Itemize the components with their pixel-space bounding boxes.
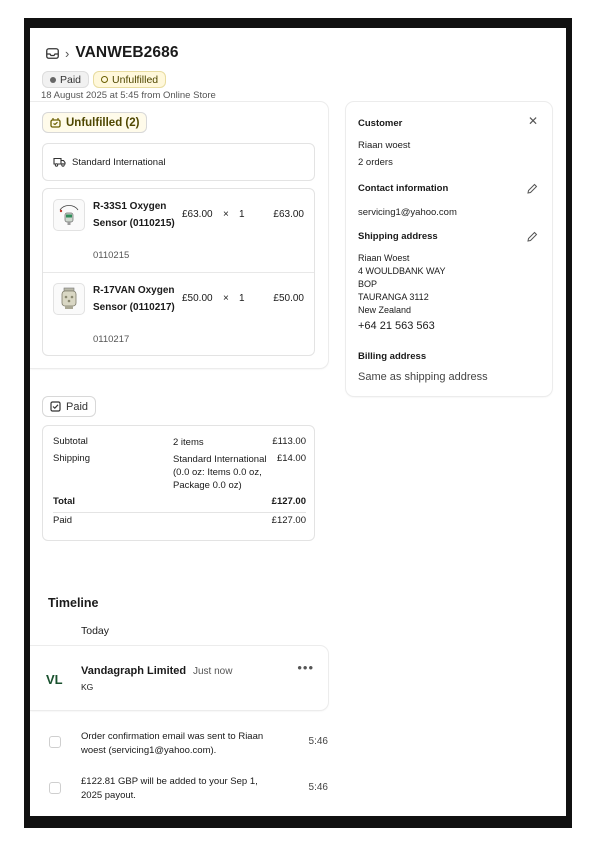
customer-card xyxy=(346,102,552,396)
shipping-value: £14.00 xyxy=(276,453,306,464)
fulfillment-status-badge xyxy=(93,71,166,88)
comment-time: Just now xyxy=(193,666,233,677)
customer-name-link[interactable]: Riaan woest xyxy=(358,140,411,151)
edit-shipping-pencil-icon[interactable] xyxy=(526,231,538,243)
order-number-title: VANWEB2686 xyxy=(75,44,179,61)
event-text: Order confirmation email was sent to Riaan woest (servicing1@yahoo.com). xyxy=(81,731,264,756)
event-time: 5:46 xyxy=(308,736,328,747)
customer-phone: +64 21 563 563 xyxy=(358,320,435,332)
paid-value: £127.00 xyxy=(271,515,306,526)
paid-dot-icon xyxy=(50,77,56,83)
event-marker-icon xyxy=(49,736,61,748)
oxygen-sensor-image-icon xyxy=(56,286,82,312)
paid-status-tag xyxy=(42,396,96,417)
product-thumbnail[interactable] xyxy=(53,283,85,315)
close-icon[interactable]: ✕ xyxy=(527,114,538,128)
product-name[interactable]: R-17VAN Oxygen Sensor (0110217) xyxy=(93,285,175,313)
total-value: £127.00 xyxy=(271,496,306,507)
unfulfilled-package-icon xyxy=(50,117,61,128)
shipping-label: Shipping xyxy=(53,453,90,464)
divider xyxy=(53,512,306,513)
address-line: 4 WOULDBANK WAY xyxy=(358,266,446,276)
oxygen-sensor-image-icon xyxy=(56,202,82,228)
subtotal-detail: 2 items xyxy=(173,437,204,448)
order-page xyxy=(30,28,566,816)
payment-status-label: Paid xyxy=(60,73,82,86)
product-line-total: £50.00 xyxy=(273,293,304,304)
billing-address-heading: Billing address xyxy=(358,351,427,362)
timeline-day-label: Today xyxy=(81,625,110,637)
avatar: VL xyxy=(46,672,63,687)
orders-inbox-icon[interactable] xyxy=(46,48,59,59)
total-label: Total xyxy=(53,496,75,507)
paid-label: Paid xyxy=(53,515,73,526)
product-sku: 0110215 xyxy=(93,250,130,261)
payment-status-badge xyxy=(42,71,89,88)
multiply-sign: × xyxy=(223,209,229,220)
more-options-icon[interactable]: ••• xyxy=(297,660,314,675)
order-status-badges xyxy=(42,71,166,88)
edit-contact-pencil-icon[interactable] xyxy=(526,183,538,195)
subtotal-label: Subtotal xyxy=(53,436,88,447)
event-text: £122.81 GBP will be added to your Sep 1, 2025 payout. xyxy=(81,776,258,801)
unfulfilled-ring-icon xyxy=(101,76,108,83)
comment-author: Vandagraph Limited xyxy=(81,665,187,677)
comment-text: KG xyxy=(81,682,94,692)
product-name[interactable]: R-33S1 Oxygen Sensor (0110215) xyxy=(93,201,175,229)
contact-info-heading: Contact information xyxy=(358,183,449,194)
order-header xyxy=(46,44,179,62)
unfulfilled-status-label: Unfulfilled (2) xyxy=(66,116,140,129)
line-items-list xyxy=(42,188,315,356)
subtotal-value: £113.00 xyxy=(272,436,306,447)
customer-heading: Customer xyxy=(358,118,403,129)
breadcrumb-chevron-icon: › xyxy=(65,45,70,61)
shipping-address-heading: Shipping address xyxy=(358,231,438,242)
product-unit-price: £63.00 xyxy=(182,209,213,220)
address-line: New Zealand xyxy=(358,305,412,315)
shipping-detail: Standard International (0.0 oz: Items 0.0 oz, Package 0.0 oz) xyxy=(173,454,267,491)
paid-status-label: Paid xyxy=(66,400,89,413)
shipping-address-block xyxy=(358,252,446,317)
fulfillment-card xyxy=(30,102,328,368)
shipping-method-label: Standard International xyxy=(72,156,166,168)
timeline-heading: Timeline xyxy=(48,596,99,610)
product-unit-price: £50.00 xyxy=(182,293,213,304)
multiply-sign: × xyxy=(223,293,229,304)
fulfillment-status-label: Unfulfilled xyxy=(112,73,159,86)
customer-email-link[interactable]: servicing1@yahoo.com xyxy=(358,207,457,218)
product-quantity: 1 xyxy=(239,293,245,304)
event-time: 5:46 xyxy=(308,782,328,793)
product-sku: 0110217 xyxy=(93,334,130,345)
customer-orders-link[interactable]: 2 orders xyxy=(358,157,393,168)
truck-icon xyxy=(53,157,66,167)
payment-check-icon xyxy=(50,401,61,412)
shipping-method-row xyxy=(42,143,315,181)
address-line: Riaan Woest xyxy=(358,253,410,263)
product-line-total: £63.00 xyxy=(273,209,304,220)
product-quantity: 1 xyxy=(239,209,245,220)
billing-address-value: Same as shipping address xyxy=(358,371,488,383)
event-marker-icon xyxy=(49,782,61,794)
payment-summary xyxy=(42,425,315,541)
address-line: BOP xyxy=(358,279,378,289)
timeline-comment xyxy=(30,646,328,710)
product-thumbnail[interactable] xyxy=(53,199,85,231)
line-item xyxy=(43,189,314,273)
unfulfilled-status-tag xyxy=(42,112,147,133)
line-item xyxy=(43,273,314,357)
order-date-line: 18 August 2025 at 5:45 from Online Store xyxy=(41,90,216,101)
address-line: TAURANGA 3112 xyxy=(358,292,429,302)
